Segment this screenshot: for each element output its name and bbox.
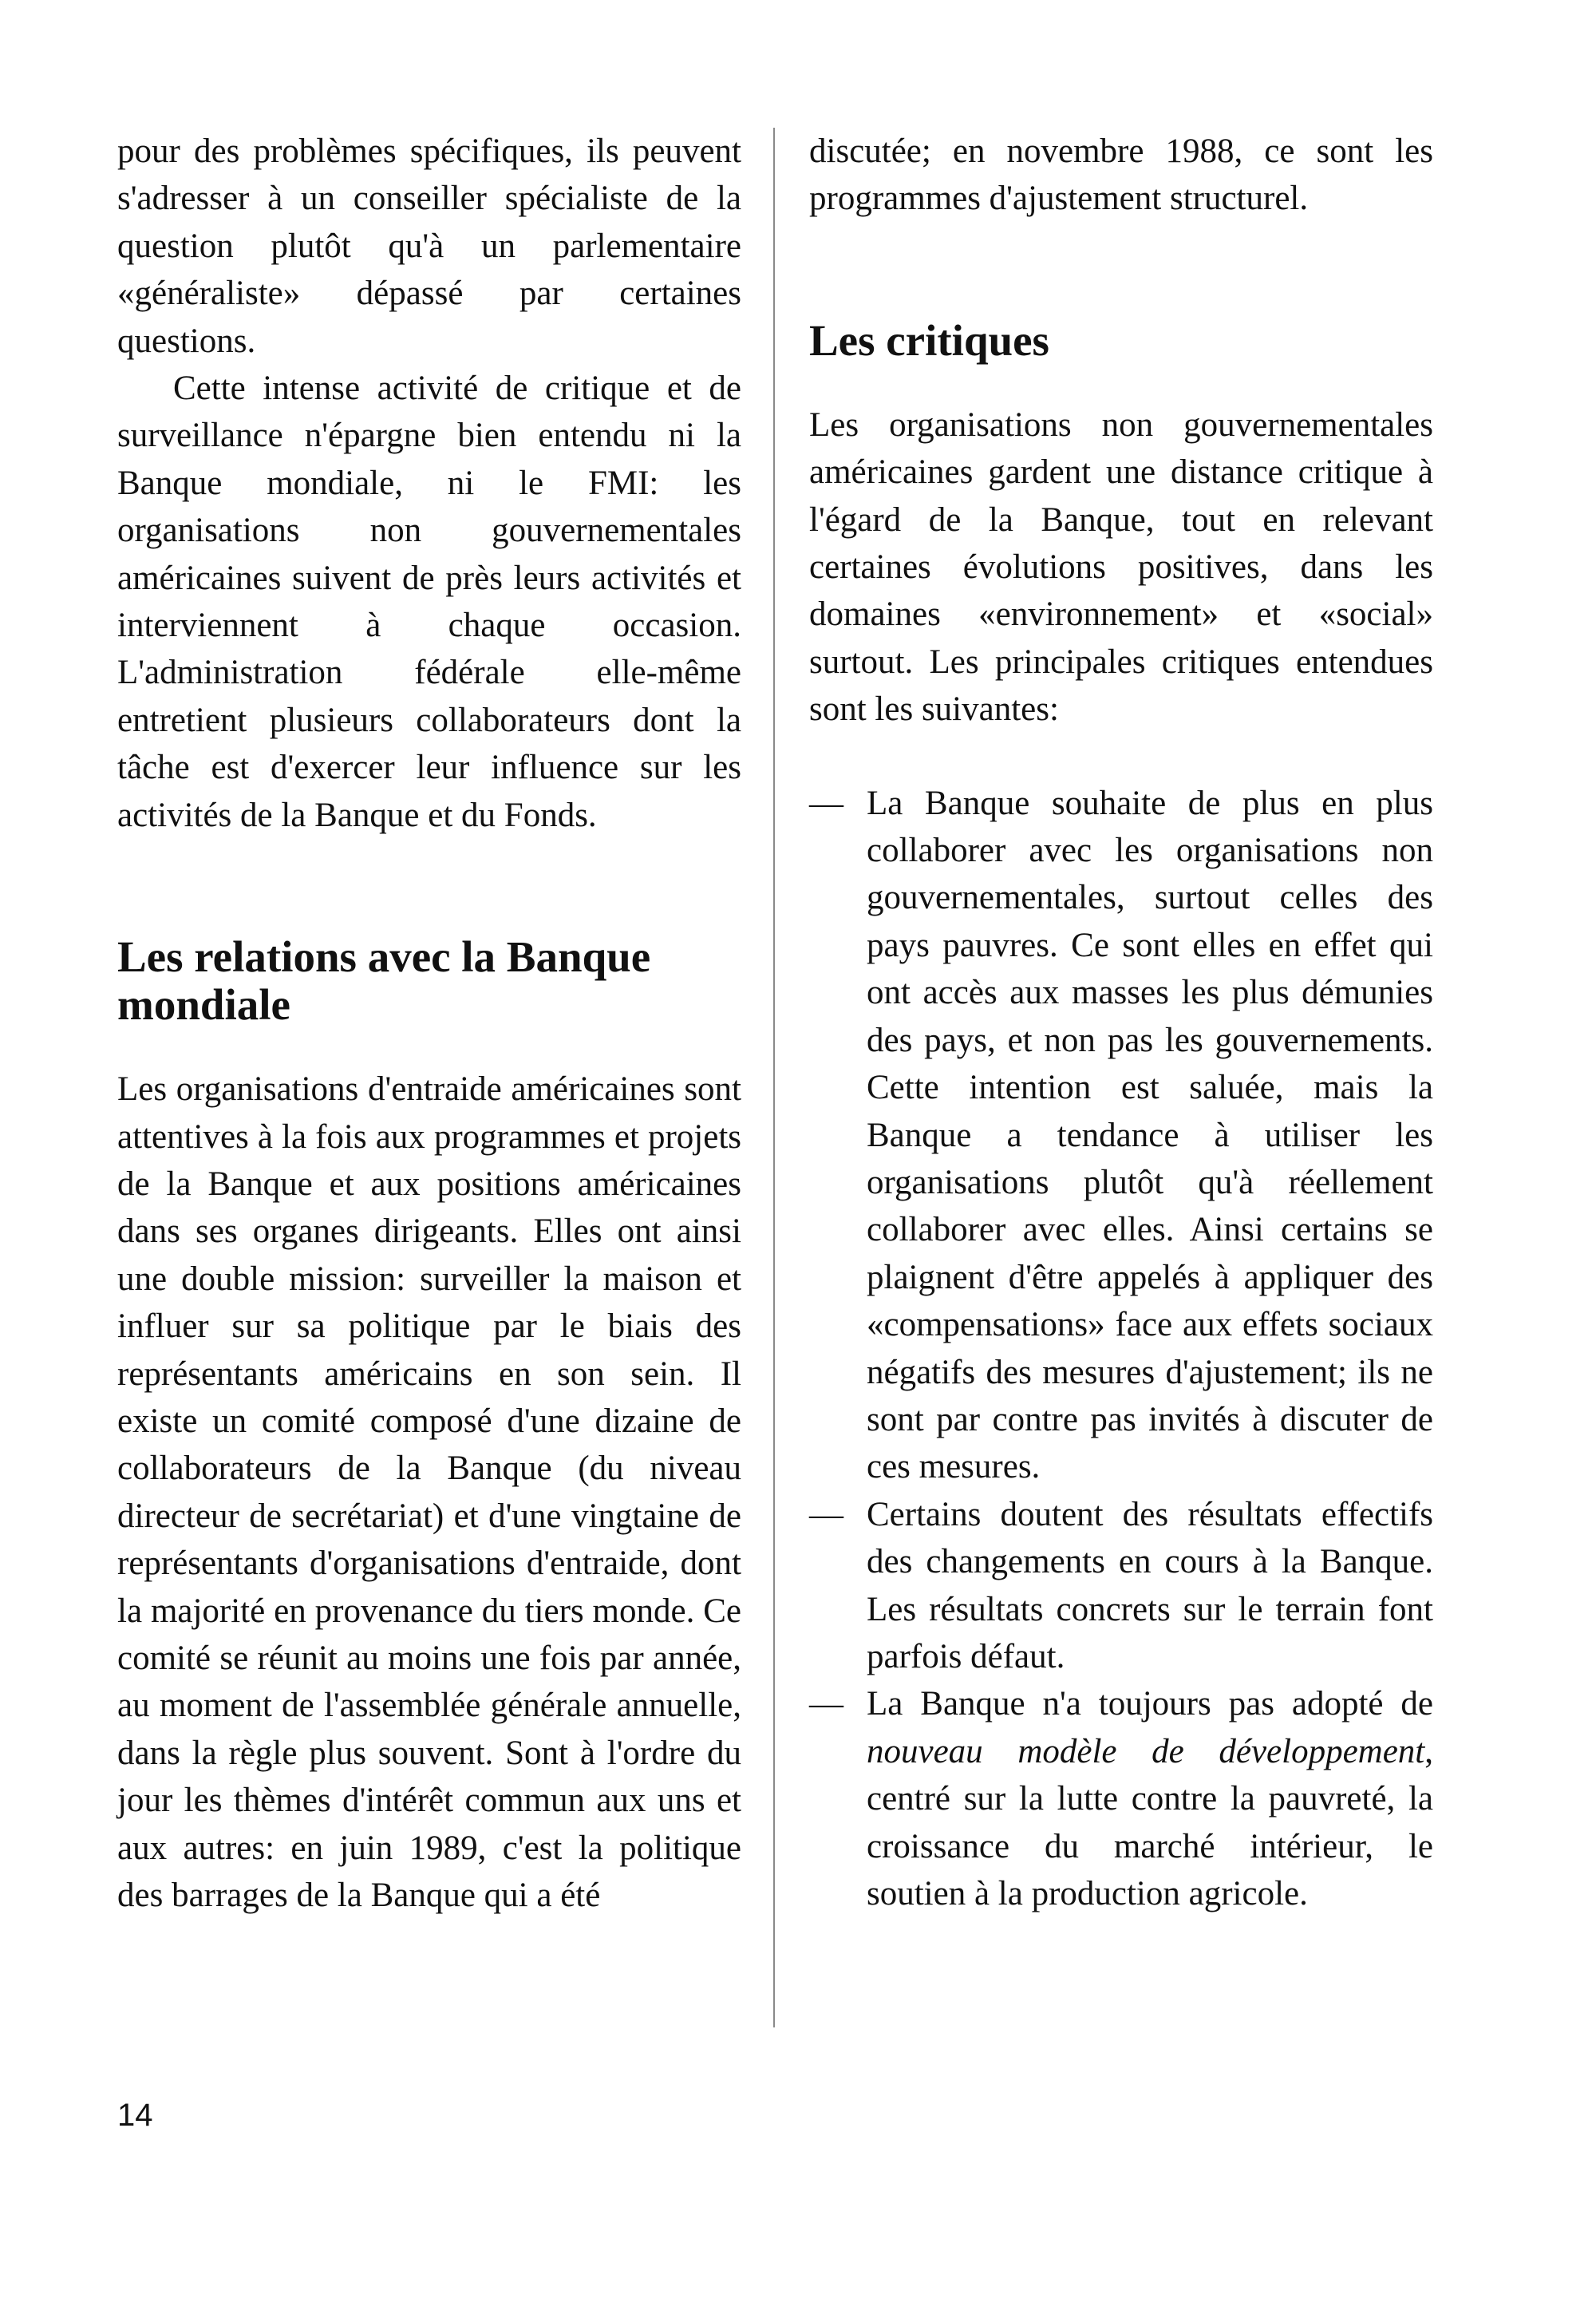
left-column <box>117 128 741 1919</box>
critique-item-2: — Certains doutent des résultats effectifs des changements en cours à la Banque. Les résultats concrets sur le terrain font parfois défaut. <box>809 1491 1433 1681</box>
critique-item-3-before: La Banque n'a toujours pas adopté de <box>867 1685 1433 1723</box>
critique-item-1: — La Banque souhaite de plus en plus collaborer avec les organisations non gouvernementales, surtout celles des pays pauvres. Ce sont elles en effet qui ont accès aux masses les plus démunies des pays, et non pas les gouvernements. Cette intention est saluée, mais la Banque a tendance à utiliser les organisations plutôt qu'à réellement collaborer avec elles. Ainsi certains se plaignent d'être appelés à appliquer des «compensations» face aux effets sociaux négatifs des mesures d'ajustement; ils ne sont par contre pas invités à discuter de ces mesures. <box>809 780 1433 1491</box>
right-column <box>809 128 1433 1917</box>
left-paragraph-3: Les organisations d'entraide américaines sont attentives à la fois aux programmes et projets de la Banque et aux positions américaines dans ses organes dirigeants. Elles ont ainsi une double mission: surveiller la maison et influer sur sa politique par le biais des représentants américains en son sein. Il existe un comité composé d'une dizaine de collaborateurs de la Banque (du niveau directeur de secrétariat) et d'une vingtaine de représentants d'organisations d'entraide, dont la majorité en provenance du tiers monde. Ce comité se réunit au moins une fois par année, au moment de l'assemblée générale annuelle, dans la règle plus souvent. Sont à l'ordre du jour les thèmes d'intérêt commun aux uns et aux autres: en juin 1989, c'est la politique des barrages de la Banque qui a été <box>117 1070 741 1914</box>
right-paragraph-1: discutée; en novembre 1988, ce sont les programmes d'ajustement structurel. <box>809 133 1433 218</box>
critique-item-3-after: , centré sur la lutte contre la pauvreté, la croissance du marché intérieur, le soutien à la production agricole. <box>867 1732 1433 1912</box>
page-number: 14 <box>117 2098 153 2133</box>
left-paragraph-1: pour des problèmes spécifiques, ils peuvent s'adresser à un conseiller spécialiste de la question plutôt qu'à un parlementaire «généraliste» dépassé par certaines questions. <box>117 133 741 360</box>
section-heading-critiques: Les critiques <box>809 315 1049 365</box>
column-divider <box>773 128 775 2027</box>
critique-list <box>809 780 1433 1918</box>
right-paragraph-2: Les organisations non gouvernementales américaines gardent une distance critique à l'égard de la Banque, tout en relevant certaines évolutions positives, dans les domaines «environnement» et «social» surtout. Les principales critiques entendues sont les suivantes: <box>809 405 1433 729</box>
section-heading-relations: Les relations avec la Banque mondiale <box>117 932 651 1030</box>
critique-item-3-emphasis: nouveau modèle de développement <box>867 1732 1425 1770</box>
left-paragraph-2: Cette intense activité de critique et de surveillance n'épargne bien entendu ni la Banque mondiale, ni le FMI: les organisations non gouvernementales américaines suivent de près leurs activités et interviennent à chaque occasion. L'administration fédérale elle-même entretient plusieurs collaborateurs dont la tâche est d'exercer leur influence sur les activités de la Banque et du Fonds. <box>117 370 741 834</box>
critique-item-3 <box>809 1680 1433 1917</box>
